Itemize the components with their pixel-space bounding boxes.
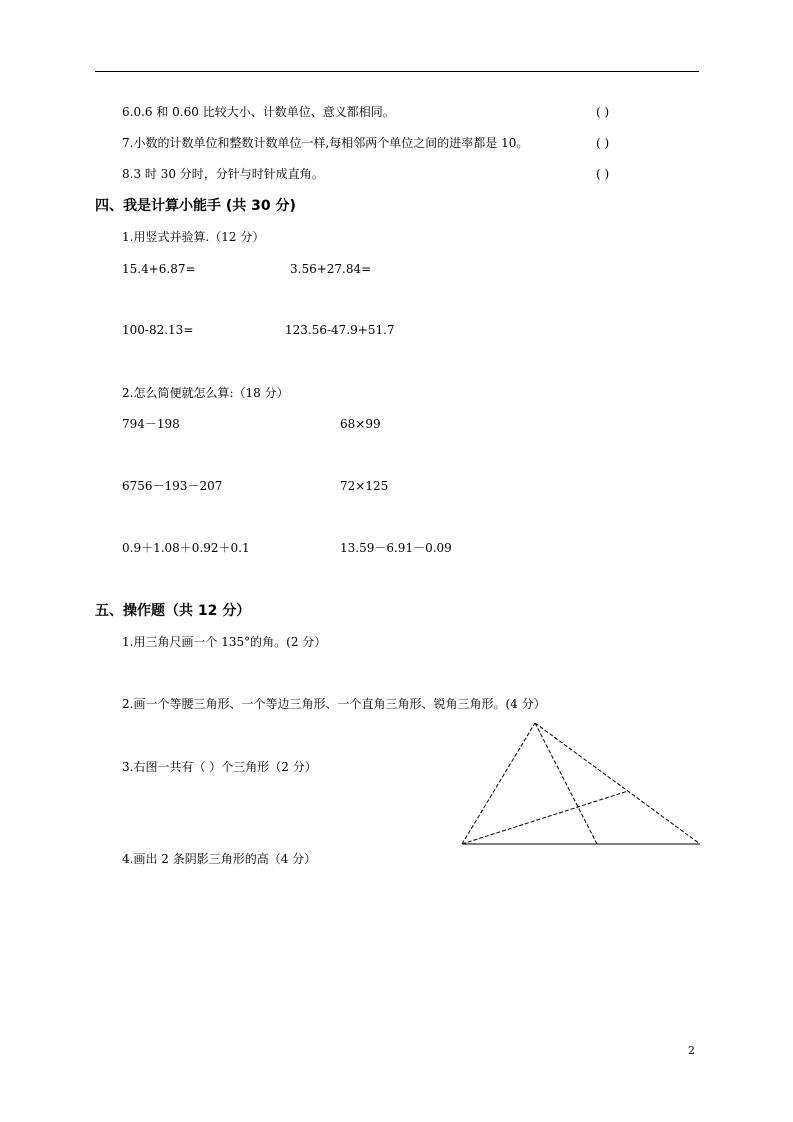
header-rule	[95, 71, 699, 72]
figure-right-side	[535, 723, 700, 844]
simplify-item: 72×125	[340, 479, 389, 493]
simplify-item: 794－198	[122, 417, 180, 431]
section5-q2: 2.画一个等腰三角形、一个等边三角形、一个直角三角形、锐角三角形。(4 分）	[122, 697, 546, 711]
simplify-item: 0.9＋1.08＋0.92＋0.1	[122, 541, 250, 555]
simplify-item: 68×99	[340, 417, 381, 431]
section5-q3: 3.右图一共有（ ）个三角形（2 分）	[122, 760, 317, 774]
figure-left-side	[462, 723, 535, 844]
answer-paren-q8[interactable]: ( )	[596, 167, 610, 181]
calc-item: 3.56+27.84=	[290, 262, 372, 276]
calc-item: 15.4+6.87=	[122, 262, 196, 276]
judgement-q7: 7.小数的计数单位和整数计数单位一样,每相邻两个单位之间的进率都是 10。	[122, 136, 529, 150]
answer-paren-q6[interactable]: ( )	[596, 105, 610, 119]
section4-title: 四、我是计算小能手 (共 30 分)	[95, 198, 296, 214]
page-number: 2	[688, 1044, 695, 1057]
figure-inner-line	[462, 791, 628, 844]
judgement-q8: 8.3 时 30 分时，分针与时针成直角。	[122, 167, 324, 181]
calc-item: 100-82.13=	[122, 323, 194, 337]
section5-title: 五、操作题（共 12 分）	[95, 603, 251, 619]
section5-q4: 4.画出 2 条阴影三角形的高（4 分）	[122, 852, 317, 866]
section5-q1: 1.用三角尺画一个 135°的角。(2 分）	[122, 635, 327, 649]
section4-q1-label: 1.用竖式并验算.（12 分）	[122, 230, 265, 244]
simplify-item: 13.59－6.91－0.09	[340, 541, 452, 555]
simplify-item: 6756－193－207	[122, 479, 223, 493]
calc-item: 123.56-47.9+51.7	[285, 323, 395, 337]
triangle-figure	[455, 718, 703, 850]
figure-inner-line	[535, 723, 597, 844]
judgement-q6: 6.0.6 和 0.60 比较大小、计数单位、意义都相同。	[122, 105, 395, 119]
section4-q2-label: 2.怎么简便就怎么算:（18 分）	[122, 386, 289, 400]
answer-paren-q7[interactable]: ( )	[596, 136, 610, 150]
